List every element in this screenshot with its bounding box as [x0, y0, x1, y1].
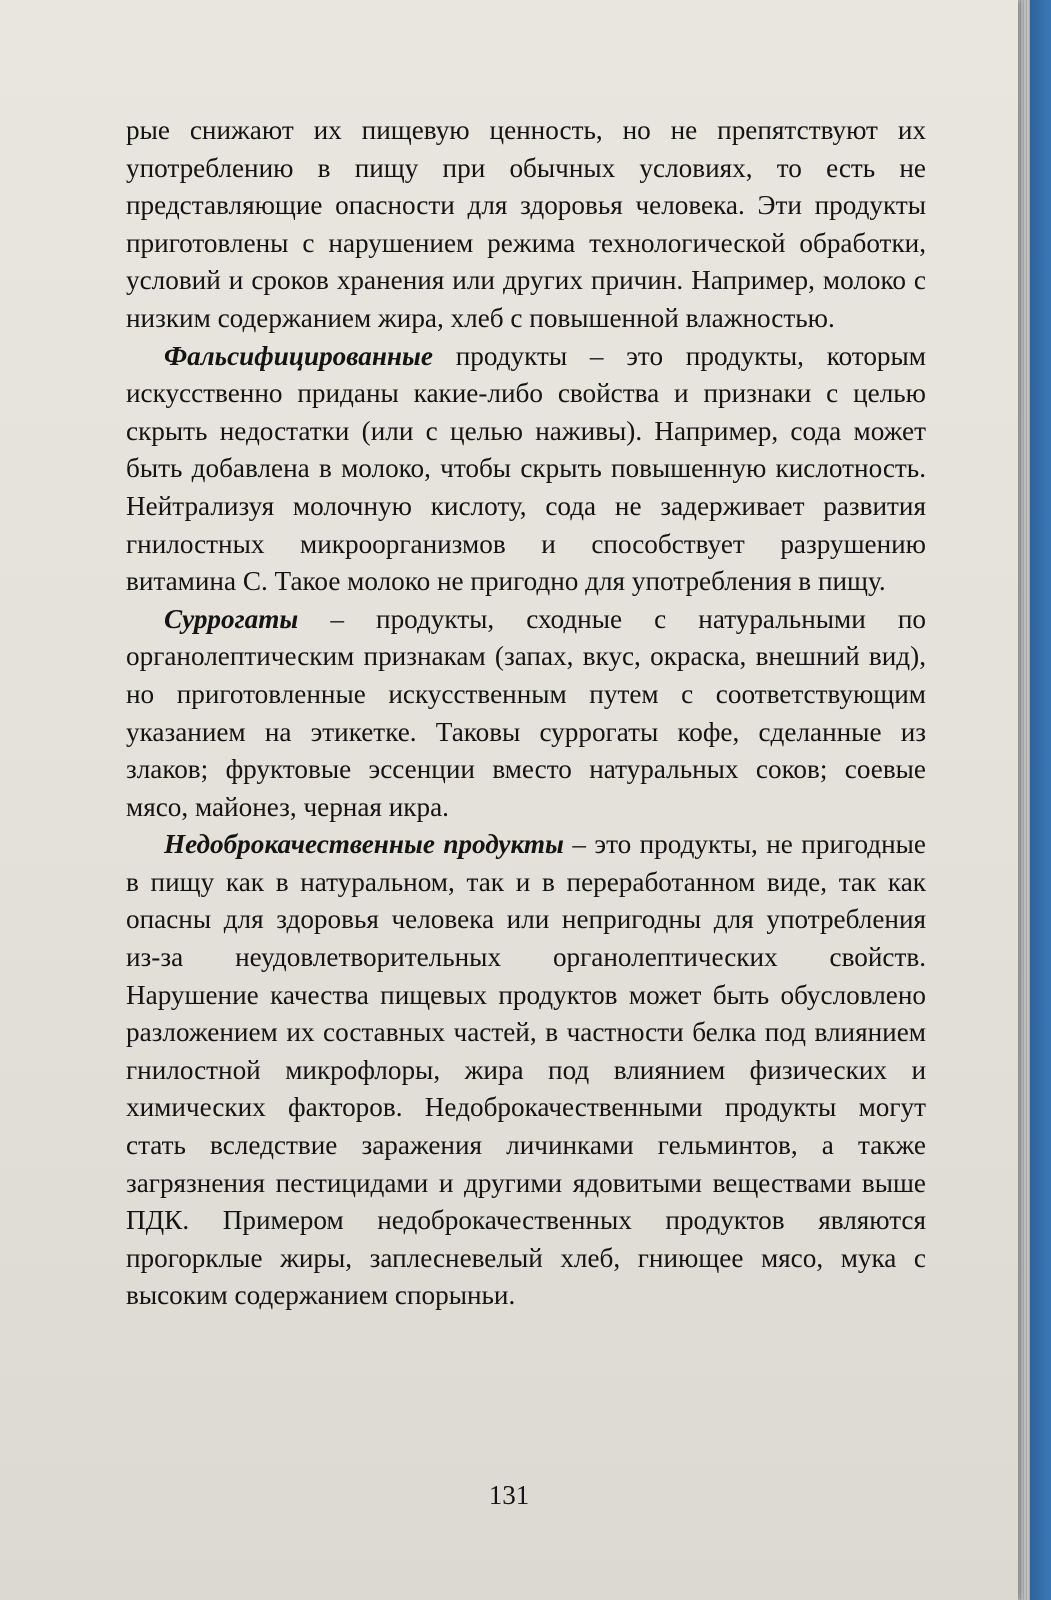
body-text	[126, 112, 926, 1315]
paragraph-low-quality	[126, 826, 926, 1315]
term-low-quality: Недоброкачественные продукты	[164, 829, 564, 860]
page-number: 131	[488, 1480, 530, 1510]
paragraph-text: продукты – это продукты, которым искусственно приданы какие-либо свойства и признаки с целью скрыть недостатки (или с целью наживы). Например, сода может быть добавлена в молоко, чтобы скрыть повышенную кислотность. Нейтрализуя молочную кислоту, сода не задерживает развития гнилостных микроорганизмов и способствует разрушению витамина С. Такое молоко не пригодно для употребления в пищу.	[126, 340, 926, 597]
term-surrogates: Суррогаты	[164, 603, 299, 634]
paragraph-surrogates	[126, 601, 926, 827]
paragraph-text: рые снижают их пищевую ценность, но не препятствуют их употреблению в пищу при обычных условиях, то есть не представляющие опасности для здоровья человека. Эти продукты приготовлены с нарушением режима технологической обработки, условий и сроков хранения или других причин. Например, молоко с низким содержанием жира, хлеб с повышенной влажностью.	[126, 115, 926, 333]
paragraph-falsified	[126, 338, 926, 601]
term-falsified: Фальсифицированные	[164, 340, 433, 371]
paragraph-text: – продукты, сходные с натуральными по органолептическим признакам (запах, вкус, окраска, внешний вид), но приготовленные искусственным путем с соответствующим указанием на этикетке. Таковы суррогаты кофе, сделанные из злаков; фруктовые эссенции вместо натуральных соков; соевые мясо, майонез, черная икра.	[126, 603, 926, 822]
paragraph-text: – это продукты, не пригодные в пищу как в натуральном, так и в переработанном виде, так как опасны для здоровья человека или непригодны для употребления из-за неудовлетворительных органолептических свойств. Нарушение качества пищевых продуктов может быть обусловлено разложением их составных частей, в частности белка под влиянием гнилостной микрофлоры, жира под влиянием физических и химических факторов. Недоброкачественными продукты могут стать вследствие заражения личинками гельминтов, а также загрязнения пестицидами и другими ядовитыми веществами выше ПДК. Примером недоброкачественных продуктов являются прогорклые жиры, заплесневелый хлеб, гниющее мясо, мука с высоким содержанием спорыньи.	[126, 829, 927, 1311]
paragraph-continuation	[126, 112, 926, 338]
